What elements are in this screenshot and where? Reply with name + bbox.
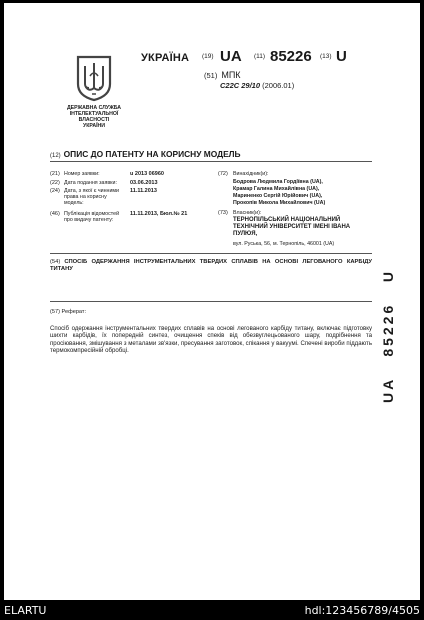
country-name: УКРАЇНА [141, 52, 190, 64]
inid-21: (21) [50, 171, 60, 177]
document-page [4, 3, 420, 600]
application-number: u 2013 06960 [130, 171, 164, 177]
side-patent-number: UA 85226 U [380, 268, 396, 404]
inid-72: (72) [218, 171, 228, 177]
inid-22: (22) [50, 180, 60, 186]
owner-address: вул. Руська, 56, м. Тернопіль, 46001 (UA) [233, 241, 335, 247]
owner-name: ТЕХНІЧНИЙ УНІВЕРСИТЕТ ІМЕНІ ІВАНА [233, 224, 351, 230]
utility-model-title: (54) СПОСІБ ОДЕРЖАННЯ ІНСТРУМЕНТАЛЬНИХ ТВЕРДИХ СПЛАВІВ НА ОСНОВІ ЛЕГОВАНОГО КАРБІДУ ТИТАНУ [50, 259, 372, 272]
abstract-label: (57) Реферат: [50, 309, 87, 315]
publication-date: 11.11.2013, Бюл.№ 21 [130, 211, 188, 217]
ipc-classification: C22C 29/10 (2006.01) [220, 81, 295, 90]
inventor-name: Крамар Галина Михайлівна (UA), [233, 186, 320, 192]
patent-number: 85226 [270, 48, 312, 65]
divider [50, 301, 372, 302]
mpk-row: (51) МПК [204, 70, 241, 80]
inid-24: (24) [50, 188, 60, 194]
inventor-name: Бодрова Людмила Гордіївна (UA), [233, 179, 323, 185]
repository-name: ELARTU [4, 604, 47, 617]
inventor-name: Мариненко Сергій Юрійович (UA), [233, 193, 323, 199]
agency-name: ДЕРЖАВНА СЛУЖБА ІНТЕЛЕКТУАЛЬНОЇ ВЛАСНОСТІ УКРАЇНИ [66, 105, 122, 129]
owner-name: ТЕРНОПІЛЬСЬКИЙ НАЦІОНАЛЬНИЙ [233, 217, 341, 223]
inid-73: (73) [218, 210, 228, 216]
description-title: (12) ОПИС ДО ПАТЕНТУ НА КОРИСНУ МОДЕЛЬ [50, 149, 241, 159]
handle-id: hdl:123456789/4505 [304, 604, 420, 617]
owner-name: ПУЛЮЯ, [233, 231, 258, 237]
owner-label: Власник(и): [233, 210, 262, 216]
effective-date: 11.11.2013 [130, 188, 157, 194]
publication-label: Публікація відомостей про видачу патенту: [64, 211, 120, 224]
divider [50, 161, 372, 162]
inid-19: (19) [202, 53, 214, 60]
document-kind: U [336, 48, 347, 65]
filing-date-label: Дата подання заявки: [64, 180, 117, 186]
country-code: UA [220, 48, 242, 65]
divider [50, 253, 372, 254]
inventors-label: Винахідник(и): [233, 171, 269, 177]
ukraine-coat-of-arms-icon [74, 54, 114, 102]
inid-46: (46) [50, 211, 60, 217]
footer-bar [0, 604, 424, 620]
inventor-name: Прокопів Микола Михайлович (UA) [233, 200, 326, 206]
effective-date-label: Дата, з якої є чинними права на корисну модель: [64, 188, 120, 207]
inid-13: (13) [320, 53, 332, 60]
filing-date: 03.06.2013 [130, 180, 158, 186]
abstract-text: Спосіб одержання інструментальних твердих сплавів на основі легованого карбіду титану, включає підготовку шихти карбідів, їх попередній синтез, очищення спеків від обезвуглецьованого шару, подрібнення та просіювання, змішування з металами зв'язки, пресування заготовок, спікання у вакуумі. Спечені вироби піддають термокомпресійній обробці. [50, 325, 372, 354]
inid-11: (11) [254, 53, 266, 60]
application-number-label: Номер заявки: [64, 171, 100, 177]
